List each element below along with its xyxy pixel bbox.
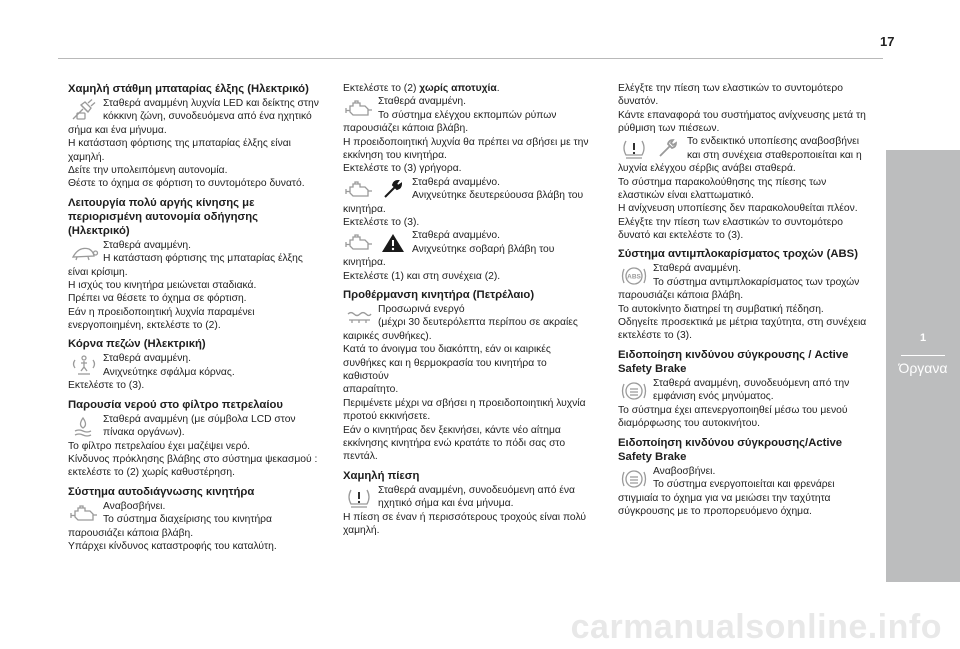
- column-1: [68, 82, 320, 554]
- text-line: [343, 82, 595, 95]
- text-line: καιρικές συνθήκες).: [343, 331, 432, 343]
- svg-text:ABS: ABS: [627, 273, 641, 281]
- text-line: Η κατάσταση φόρτισης της μπαταρίας έλξης είναι: [68, 138, 291, 150]
- water-in-fuel-icon: [68, 414, 100, 440]
- icon-line: [343, 95, 595, 122]
- text-line: Σταθερά αναμμένο.: [412, 176, 500, 188]
- title-line: Safety Brake: [618, 450, 687, 463]
- text-line: Υπάρχει κίνδυνος καταστροφής του καταλύτη.: [68, 541, 277, 553]
- chapter-side-tab: [886, 150, 960, 582]
- text-line: και στη συνέχεια σταθεροποιείται και η: [687, 149, 862, 161]
- icon-line: [618, 262, 870, 289]
- text-line: χαμηλή.: [343, 524, 380, 536]
- collision-icon: [618, 466, 650, 492]
- text-line: απαραίτητο.: [343, 384, 399, 396]
- text-line: Εκτελέστε (1) και στη συνέχεια (2).: [343, 270, 501, 282]
- text-line: ηχητικό σήμα και ένα μήνυμα.: [378, 497, 514, 509]
- collision-icon: [618, 378, 650, 404]
- section-title-battery-low: Χαμηλή στάθμη μπαταρίας έλξης (Ηλεκτρικό): [68, 83, 309, 95]
- chapter-label: Όργανα: [898, 360, 948, 376]
- icon-line: [68, 239, 320, 266]
- text-line: Θέστε το όχημα σε φόρτιση το συντομότερο δυνατό.: [68, 178, 305, 190]
- text-line: Το σύστημα έχει απενεργοποιηθεί μέσω του μενού: [618, 404, 848, 416]
- text-line: Το ενδεικτικό υποπίεσης αναβοσβήνει: [687, 136, 859, 148]
- text-line: κινητήρα.: [343, 257, 386, 269]
- text-line: Ελέγξτε την πίεση των ελαστικών το συντομότερο: [618, 216, 843, 228]
- text-line: Αναβοσβήνει.: [103, 500, 166, 512]
- text-line: Οδηγείτε προσεκτικά με μέτρια ταχύτητα, στη συνέχεια: [618, 317, 867, 329]
- header-rule: [58, 58, 883, 59]
- section-title-engine-diagnosis: Σύστημα αυτοδιάγνωσης κινητήρα: [68, 485, 255, 498]
- icon-line: [68, 413, 320, 440]
- glow-plug-icon: [343, 304, 375, 330]
- text-line: πίνακα οργάνων).: [103, 427, 185, 439]
- text-line: Το σύστημα ενεργοποιείται και φρενάρει: [653, 478, 835, 490]
- engine-check-icon: [343, 96, 375, 122]
- text-line: Σταθερά αναμμένη (με σύμβολα LCD στον: [103, 413, 296, 425]
- text-line: κόκκινη ζώνη, συνοδευόμενα από ένα ηχητικό: [103, 111, 312, 123]
- text-line: Περιμένετε μέχρι να σβήσει η προειδοποιητική λυχνία: [343, 397, 586, 409]
- icon-line: [68, 500, 320, 527]
- text-line: είναι κρίσιμη.: [68, 266, 128, 278]
- text-line: Εκτελέστε το (3) γρήγορα.: [343, 163, 462, 175]
- icon-line: [68, 352, 320, 379]
- text-line: λυχνία ελέγχου σέρβις ανάβει σταθερά.: [618, 163, 796, 175]
- text-line: Εάν η προειδοποιητική λυχνία παραμένει: [68, 306, 255, 318]
- text-line: Πρέπει να θέσετε το όχημα σε φόρτιση.: [68, 293, 247, 305]
- text-line: Κάντε επαναφορά του συστήματος ανίχνευσης μετά τη: [618, 109, 866, 121]
- text-line: παρουσιάζει κάποια βλάβη.: [68, 527, 194, 539]
- text-line: Σταθερά αναμμένη, συνοδευόμενη από ένα: [378, 484, 575, 496]
- engine-check-icon: [343, 177, 375, 203]
- text-line: εκκίνησης κινητήρα ενώ κρατάτε το πόδι σας στο: [343, 437, 566, 449]
- text-line: εκτελέστε το (3).: [618, 330, 692, 342]
- text-line: προτού εκκινήσετε.: [343, 411, 431, 423]
- text-line: Σταθερά αναμμένη.: [653, 263, 741, 275]
- text-line: Κατά το άνοιγμα του διακόπτη, εάν οι καιρικές: [343, 344, 551, 356]
- battery-plug-icon: [68, 98, 100, 124]
- text-line: εμφάνιση ενός μηνύματος.: [653, 391, 774, 403]
- chapter-divider: [901, 355, 945, 356]
- text-line: σύγκρουσης με το προπορευόμενο όχημα.: [618, 505, 812, 517]
- text-line: Δείτε την υπολειπόμενη αυτονομία.: [68, 165, 228, 177]
- column-3: [618, 82, 870, 518]
- text-line: Η ανίχνευση υποπίεσης δεν παρακολουθείται πλέον.: [618, 203, 858, 215]
- pedestrian-horn-icon: [68, 353, 100, 379]
- tyre-pressure-icon: [343, 485, 375, 511]
- text-line: διαμόρφωσης του αυτοκινήτου.: [618, 418, 760, 430]
- text-line: εκτελέστε το (2) χωρίς καθυστέρηση.: [68, 467, 235, 479]
- warning-triangle-icon: [377, 230, 409, 256]
- section-title-turtle-mode: [68, 196, 320, 238]
- text-line: Σταθερά αναμμένη.: [378, 96, 466, 108]
- section-title-water-in-fuel: Παρουσία νερού στο φίλτρο πετρελαίου: [68, 398, 283, 411]
- page-number: 17: [880, 34, 895, 49]
- text-line: Το σύστημα διαχείρισης του κινητήρα: [103, 514, 272, 526]
- text-line: Σταθερά αναμμένη, συνοδευόμενη από την: [653, 377, 850, 389]
- section-title-collision-alert-flashing: [618, 436, 870, 464]
- text-line: Η πίεση σε έναν ή περισσότερους τροχούς είναι πολύ: [343, 511, 586, 523]
- text-line: Σταθερά αναμμένη λυχνία LED και δείκτης στην: [103, 98, 319, 109]
- abs-icon: [618, 263, 650, 289]
- text-line: δυνατόν.: [618, 96, 659, 108]
- chapter-number: 1: [919, 332, 927, 344]
- text-line: Εάν ο κινητήρας δεν ξεκινήσει, κάντε νέο αίτημα: [343, 424, 561, 436]
- text-line: Το φίλτρο πετρελαίου έχει μαζέψει νερό.: [68, 440, 251, 452]
- icon-line: [343, 303, 595, 330]
- text-line: ενεργοποιημένη, εκτελέστε το (2).: [68, 320, 221, 332]
- turtle-icon: [68, 240, 100, 266]
- icon-line: [618, 377, 870, 404]
- text-line: παρουσιάζει κάποια βλάβη.: [618, 290, 744, 302]
- icon-line: [343, 484, 595, 511]
- text-line: Εκτελέστε το (3).: [68, 380, 145, 392]
- watermark: carmanualsonline.info: [570, 608, 942, 646]
- text-line: χαμηλή.: [68, 151, 105, 163]
- text-line: Ανιχνεύτηκε δευτερεύουσα βλάβη του: [412, 190, 584, 202]
- text-line: Σταθερά αναμμένη.: [103, 239, 191, 251]
- intro-text-end: .: [496, 83, 500, 94]
- intro-text: Εκτελέστε το (2): [343, 83, 420, 94]
- text-line: Προσωρινά ενεργό: [378, 304, 465, 316]
- column-2: [343, 82, 595, 537]
- section-title-pedestrian-horn: Κόρνα πεζών (Ηλεκτρική): [68, 338, 206, 351]
- text-line: Η προειδοποιητική λυχνία θα πρέπει να σβήσει με την: [343, 136, 589, 148]
- text-line: Ανιχνεύτηκε σφάλμα κόρνας.: [103, 366, 235, 378]
- text-line: συνθήκες και η θερμοκρασία του κινητήρα το καθιστούν: [343, 357, 547, 383]
- engine-check-icon: [68, 501, 100, 527]
- intro-emphasis: χωρίς αποτυχία: [419, 83, 497, 94]
- text-line: δυνατό και εκτελέστε το (3).: [618, 230, 744, 242]
- wrench-icon: [377, 177, 409, 203]
- wrench-icon: [652, 136, 684, 162]
- icon-line: [618, 465, 870, 492]
- title-line: Λειτουργία πολύ αργής κίνησης με: [68, 196, 255, 209]
- tyre-pressure-icon: [618, 136, 650, 162]
- text-line: Αναβοσβήνει.: [653, 465, 716, 477]
- icon-line: [343, 229, 595, 256]
- text-line: Ελέγξτε την πίεση των ελαστικών το συντομότερο: [618, 83, 843, 94]
- text-line: ελαστικών είναι ελαττωματικό.: [618, 190, 754, 202]
- section-title-low-pressure: Χαμηλή πίεση: [343, 469, 420, 482]
- text-line: Σταθερά αναμμένη.: [103, 353, 191, 365]
- section-title-glow-plug: Προθέρμανση κινητήρα (Πετρέλαιο): [343, 289, 535, 302]
- section-title-abs: Σύστημα αντιμπλοκαρίσματος τροχών (ABS): [618, 248, 858, 261]
- text-line: Σταθερά αναμμένο.: [412, 230, 500, 242]
- text-line: κινητήρα.: [343, 203, 386, 215]
- icon-line: [618, 135, 870, 162]
- title-line: Ειδοποίηση κινδύνου σύγκρουσης/Active: [618, 436, 843, 449]
- text-line: Η ισχύς του κινητήρα μειώνεται σταδιακά.: [68, 280, 257, 292]
- text-line: ρύθμιση των πιέσεων.: [618, 123, 720, 135]
- text-line: σήμα και ένα μήνυμα.: [68, 125, 167, 136]
- section-title-collision-alert: [618, 348, 870, 376]
- icon-line: [343, 176, 595, 203]
- title-line: Ειδοποίηση κινδύνου σύγκρουσης / Active: [618, 348, 849, 361]
- text-line: στιγμιαία το όχημα για να μειώσει την ταχύτητα: [618, 492, 831, 504]
- engine-check-icon: [343, 230, 375, 256]
- icon-line: [68, 97, 320, 124]
- title-line: περιορισμένη αυτονομία οδήγησης (Ηλεκτρικό): [68, 210, 259, 237]
- text-line: Το σύστημα αντιμπλοκαρίσματος των τροχών: [653, 276, 860, 288]
- text-line: Το αυτοκίνητο διατηρεί τη συμβατική πέδηση.: [618, 303, 824, 315]
- text-line: Η κατάσταση φόρτισης της μπαταρίας έλξης: [103, 253, 303, 265]
- text-line: παρουσιάζει κάποια βλάβη.: [343, 123, 469, 135]
- text-line: Το σύστημα παρακολούθησης της πίεσης των: [618, 176, 827, 188]
- text-line: Το σύστημα ελέγχου εκπομπών ρύπων: [378, 109, 557, 121]
- text-line: (μέχρι 30 δευτερόλεπτα περίπου σε ακραίες: [378, 317, 578, 329]
- title-line: Safety Brake: [618, 362, 687, 375]
- text-line: πεντάλ.: [343, 451, 378, 463]
- text-line: Κίνδυνος πρόκλησης βλάβης στο σύστημα ψεκασμού :: [68, 454, 318, 466]
- text-line: Ανιχνεύτηκε σοβαρή βλάβη του: [412, 243, 555, 255]
- text-line: Εκτελέστε το (3).: [343, 217, 420, 229]
- text-line: εκκίνηση του κινητήρα.: [343, 150, 447, 162]
